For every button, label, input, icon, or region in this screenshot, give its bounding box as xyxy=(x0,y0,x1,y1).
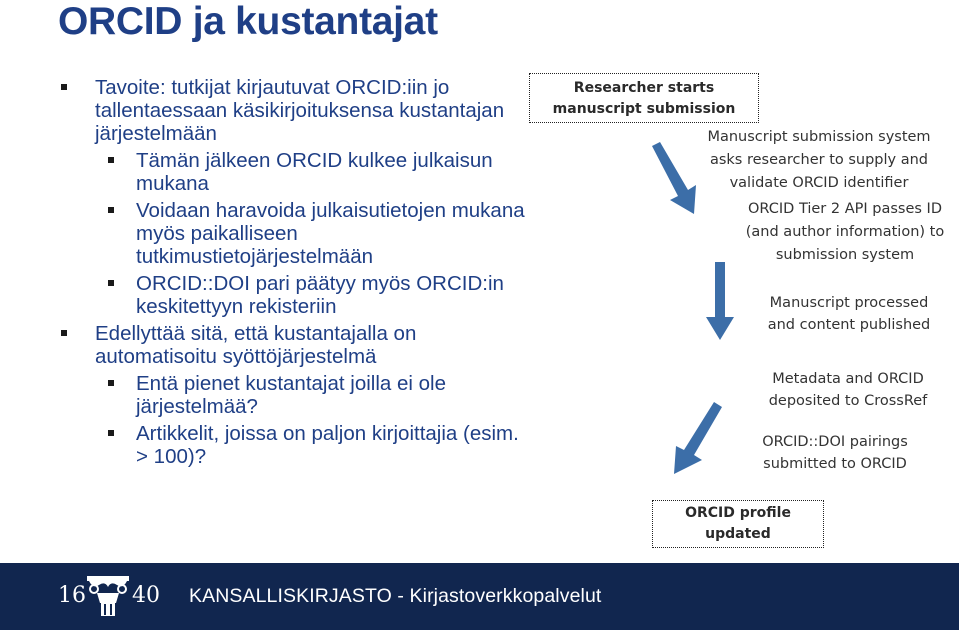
sub-bullet-item xyxy=(60,422,530,468)
orcid-flow-diagram xyxy=(520,60,959,560)
bullet-square-icon xyxy=(61,84,67,90)
footer-bar xyxy=(0,563,959,630)
bullet-text: Tämän jälkeen ORCID kulkee julkaisun mukana xyxy=(136,149,493,195)
logo-year-right: 40 xyxy=(132,583,160,608)
footer-org-name: KANSALLISKIRJASTO - Kirjastoverkkopalvelut xyxy=(189,585,602,607)
flow-step-4: Metadata and ORCID deposited to CrossRef xyxy=(768,371,928,409)
arrow-down-icon xyxy=(704,262,736,342)
bullet-square-icon xyxy=(61,330,67,336)
bullet-square-icon xyxy=(108,280,114,286)
page-title: ORCID ja kustantajat xyxy=(58,0,438,43)
sub-bullet-item xyxy=(60,149,530,195)
sub-bullet-item xyxy=(60,372,530,418)
library-logo xyxy=(58,573,162,619)
column-capital-icon xyxy=(85,573,131,619)
flow-end-box: ORCID profile updated xyxy=(652,500,824,548)
bullet-text: Entä pienet kustantajat joilla ei ole järjestelmää? xyxy=(136,372,446,418)
bullet-text: Edellyttää sitä, että kustantajalla on automatisoitu syöttöjärjestelmä xyxy=(95,322,417,368)
arrow-down-right-icon xyxy=(646,140,706,218)
bullet-text: Artikkelit, joissa on paljon kirjoittajia (esim. > 100)? xyxy=(136,422,519,468)
flow-step-1: Manuscript submission system asks researcher to supply and validate ORCID identifier xyxy=(707,129,931,191)
bullet-square-icon xyxy=(108,430,114,436)
bullet-square-icon xyxy=(108,380,114,386)
logo-year-left: 16 xyxy=(58,583,86,608)
bullet-item xyxy=(60,76,530,145)
bullet-item xyxy=(60,322,530,368)
sub-bullet-item xyxy=(60,272,530,318)
sub-bullet-item xyxy=(60,199,530,268)
bullet-square-icon xyxy=(108,157,114,163)
bullet-text: Voidaan haravoida julkaisutietojen mukana myös paikalliseen tutkimustietojärjestelmään xyxy=(136,199,525,268)
flow-step-2: ORCID Tier 2 API passes ID (and author information) to submission system xyxy=(745,201,945,263)
flow-step-3: Manuscript processed and content published xyxy=(767,295,931,333)
flow-start-box: Researcher starts manuscript submission xyxy=(529,73,759,123)
bullet-square-icon xyxy=(108,207,114,213)
arrow-down-left-icon xyxy=(670,400,726,478)
bullet-text: ORCID::DOI pari päätyy myös ORCID:in keskitettyyn rekisteriin xyxy=(136,272,504,318)
bullet-list xyxy=(60,76,530,472)
bullet-text: Tavoite: tutkijat kirjautuvat ORCID:iin jo tallentaessaan käsikirjoituksensa kustantajan järjestelmään xyxy=(95,76,505,145)
flow-step-5: ORCID::DOI pairings submitted to ORCID xyxy=(762,434,908,472)
